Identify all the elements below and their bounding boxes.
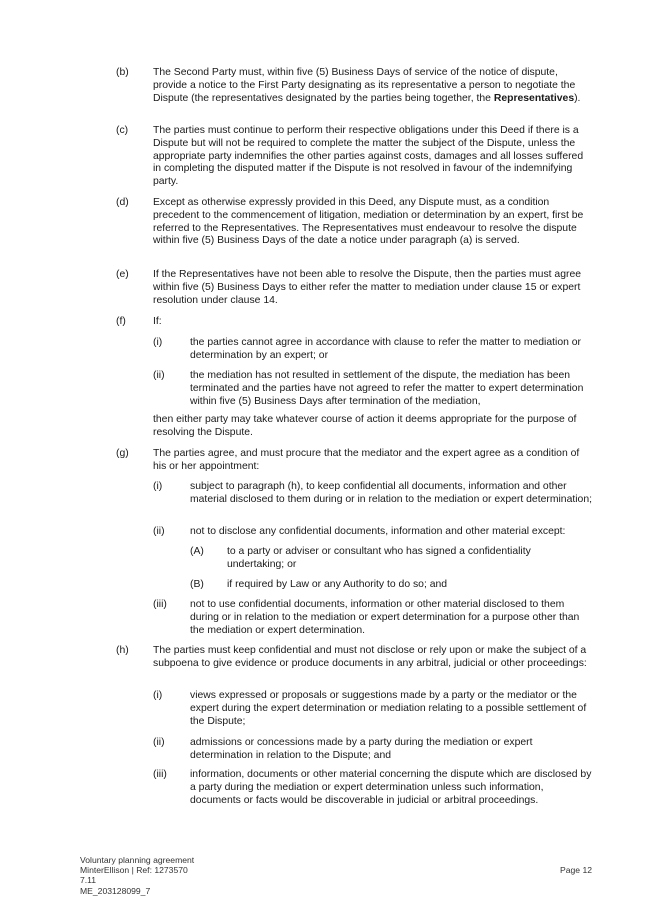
para-g-i-text: subject to paragraph (h), to keep confidential all documents, information and other material disclosed to them during or in relation to the mediation or expert determination; — [190, 481, 592, 505]
para-g-ii-B-number: (B) — [190, 579, 204, 590]
para-g-ii-A-text: to a party or adviser or consultant who has signed a confidentiality undertaking; or — [227, 546, 531, 570]
footer-document-id: ME_203128099_7 — [80, 885, 151, 896]
para-g-ii-B-text: if required by Law or any Authority to do so; and — [227, 579, 448, 590]
para-c-number: (c) — [116, 125, 129, 136]
para-b-number: (b) — [116, 67, 129, 78]
para-e-text: If the Representatives have not been able to resolve the Dispute, then the parties must agree within five (5) Business Days to either refer the matter to mediation under clause 15 or expert resolution under clause 14. — [153, 269, 582, 306]
para-h-ii-number: (ii) — [153, 737, 165, 748]
para-h-iii-number: (iii) — [153, 769, 167, 780]
para-c-text: The parties must continue to perform their respective obligations under this Deed if there is a Dispute but will not be required to complete the matter the subject of the Dispute, unless the appropriate party indemnifies the other parties against costs, damages and all losses suffered in completing the disputed matter if the Dispute is not resolved in favour of the indemnifying party. — [153, 125, 584, 188]
para-f-text: If: — [153, 316, 162, 327]
footer-left — [80, 855, 194, 896]
footer-reference: MinterEllison | Ref: 1273570 — [80, 865, 188, 876]
para-h-i-number: (i) — [153, 690, 163, 701]
para-g-i-number: (i) — [153, 481, 163, 492]
para-h-iii-text: information, documents or other material concerning the dispute which are disclosed by a party during the mediation or expert determination unless such information, documents or facts would be discoverable in judicial or arbitral proceedings. — [190, 769, 592, 806]
para-g-ii-A-number: (A) — [190, 546, 204, 557]
para-g-number: (g) — [116, 448, 129, 459]
para-d-text: Except as otherwise expressly provided in this Deed, any Dispute must, as a condition precedent to the commencement of litigation, mediation or determination by an expert, first be referred to the Representatives. The Representatives must endeavour to resolve the dispute within five (5) Business Days of the date a notice under paragraph (a) is served. — [153, 197, 584, 247]
para-g-text: The parties agree, and must procure that the mediator and the expert agree as a condition of his or her appointment: — [153, 448, 580, 472]
para-f-tail-text: then either party may take whatever course of action it deems appropriate for the purpose of resolving the Dispute. — [153, 414, 577, 438]
para-g-ii-text: not to disclose any confidential documents, information and other material except: — [190, 526, 566, 537]
para-g-iii-text: not to use confidential documents, information or other material disclosed to them during or in relation to the mediation or expert determination for a purpose other than the mediation or expert determination. — [190, 599, 580, 636]
para-b-text-after: ). — [574, 92, 581, 104]
para-d-number: (d) — [116, 197, 129, 208]
para-f-i-text: the parties cannot agree in accordance with clause to refer the matter to mediation or determination by an expert; or — [190, 337, 582, 361]
para-h-text: The parties must keep confidential and must not disclose or rely upon or make the subject of a subpoena to give evidence or produce documents in any arbitral, judicial or other proceedings: — [153, 645, 587, 669]
para-f-ii-number: (ii) — [153, 370, 165, 381]
para-g-iii-number: (iii) — [153, 599, 167, 610]
para-b-text-before: The Second Party must, within five (5) Business Days of service of the notice of dispute, provide a notice to the First Party designating as its representative a person to negotiate the Dispute (the representatives designated by the parties being together, the — [153, 67, 576, 104]
para-e-number: (e) — [116, 269, 129, 280]
para-h-i-text: views expressed or proposals or suggestions made by a party or the mediator or the expert during the expert determination or mediation relating to a possible settlement of the Dispute; — [190, 690, 587, 727]
footer-version: 7.11 — [80, 875, 97, 886]
para-b-bold-term: Representatives — [493, 92, 575, 104]
para-h-number: (h) — [116, 645, 129, 656]
para-f-i-number: (i) — [153, 337, 163, 348]
para-h-ii-text: admissions or concessions made by a party during the mediation or expert determination in relation to the Dispute; and — [190, 737, 533, 761]
footer-document-title: Voluntary planning agreement — [80, 855, 195, 865]
para-f-number: (f) — [116, 316, 126, 327]
para-g-ii-number: (ii) — [153, 526, 165, 537]
page-number: Page 12 — [560, 865, 593, 875]
para-b-text — [153, 67, 593, 105]
para-f-ii-text: the mediation has not resulted in settlement of the dispute, the mediation has been terminated and the parties have not agreed to refer the matter to expert determination within five (5) Business Days after termination of the mediation, — [190, 370, 584, 407]
